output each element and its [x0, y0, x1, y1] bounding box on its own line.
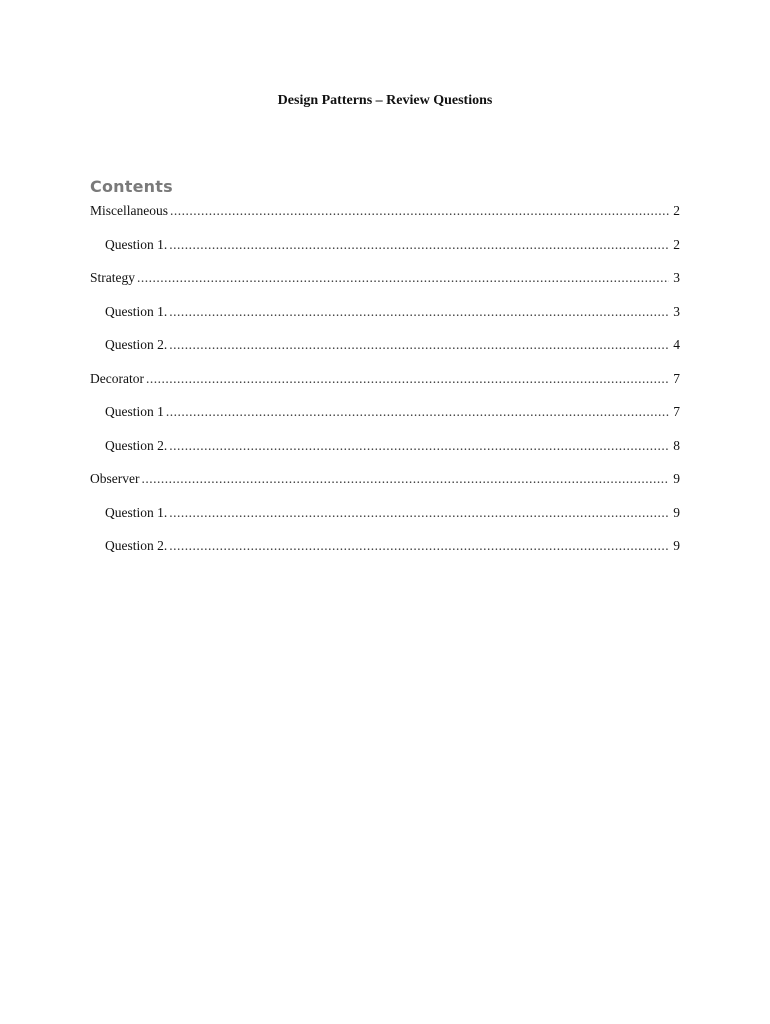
- toc-dot-leader: [146, 371, 669, 387]
- toc-entry-label: Question 1: [105, 404, 164, 419]
- toc-entry-label: Question 2.: [105, 337, 168, 352]
- toc-entry-page-number: 7: [673, 371, 680, 386]
- toc-entry-label: Question 2.: [105, 538, 168, 553]
- toc-entry-strategy-question-2[interactable]: [105, 337, 680, 355]
- toc-entry-observer[interactable]: [90, 471, 680, 489]
- toc-entry-page-number: 9: [673, 505, 680, 520]
- toc-entry-page-number: 8: [673, 438, 680, 453]
- toc-entry-label: Observer: [90, 471, 140, 486]
- toc-dot-leader: [169, 337, 669, 353]
- toc-entry-miscellaneous-question-1[interactable]: [105, 237, 680, 255]
- toc-dot-leader: [137, 270, 669, 286]
- toc-entry-page-number: 7: [673, 404, 680, 419]
- toc-entry-decorator-question-2[interactable]: [105, 438, 680, 456]
- toc-entry-decorator[interactable]: [90, 371, 680, 389]
- toc-dot-leader: [169, 438, 669, 454]
- toc-heading: Contents: [90, 177, 173, 196]
- toc-dot-leader: [166, 404, 669, 420]
- toc-entry-label: Miscellaneous: [90, 203, 168, 218]
- toc-entry-page-number: 9: [673, 471, 680, 486]
- toc-entry-miscellaneous[interactable]: [90, 203, 680, 221]
- toc-entry-page-number: 3: [673, 304, 680, 319]
- toc-entry-page-number: 2: [673, 203, 680, 218]
- toc-entry-page-number: 4: [673, 337, 680, 352]
- toc-entry-label: Question 1.: [105, 505, 168, 520]
- toc-entry-label: Question 1.: [105, 304, 168, 319]
- toc-dot-leader: [170, 203, 669, 219]
- toc-dot-leader: [169, 505, 669, 521]
- toc-entry-page-number: 3: [673, 270, 680, 285]
- toc-entry-strategy[interactable]: [90, 270, 680, 288]
- toc-entry-strategy-question-1[interactable]: [105, 304, 680, 322]
- toc-entry-label: Question 1.: [105, 237, 168, 252]
- toc-dot-leader: [169, 237, 669, 253]
- toc-entry-label: Strategy: [90, 270, 135, 285]
- toc-dot-leader: [169, 304, 669, 320]
- toc-entry-decorator-question-1[interactable]: [105, 404, 680, 422]
- toc-entry-observer-question-1[interactable]: [105, 505, 680, 523]
- toc-dot-leader: [141, 471, 669, 487]
- toc-entry-label: Question 2.: [105, 438, 168, 453]
- toc-entry-observer-question-2[interactable]: [105, 538, 680, 556]
- toc-dot-leader: [169, 538, 669, 554]
- toc-entry-page-number: 9: [673, 538, 680, 553]
- toc-entry-page-number: 2: [673, 237, 680, 252]
- toc-entry-label: Decorator: [90, 371, 144, 386]
- document-title: Design Patterns – Review Questions: [277, 93, 493, 108]
